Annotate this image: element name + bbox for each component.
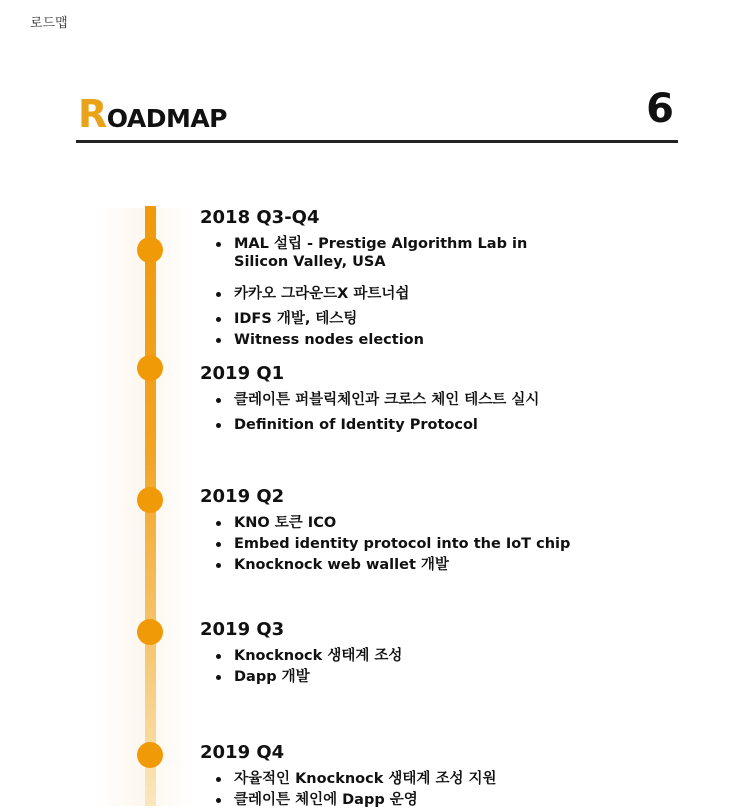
list-item: KNO 토큰 ICO	[234, 514, 720, 532]
timeline-section	[200, 363, 720, 441]
header-divider	[76, 140, 678, 143]
timeline-section	[200, 486, 720, 577]
list-item: Knocknock 생태계 조성	[234, 647, 720, 665]
section-items	[200, 647, 720, 686]
list-item: Dapp 개발	[234, 668, 720, 686]
section-items	[200, 391, 720, 434]
list-item: Witness nodes election	[234, 331, 720, 349]
section-period: 2019 Q4	[200, 742, 285, 763]
list-item: Knocknock web wallet 개발	[234, 556, 720, 574]
title-rest: OADMAP	[106, 104, 227, 133]
page-title	[78, 92, 227, 136]
section-items	[200, 235, 720, 349]
timeline-section	[200, 619, 720, 689]
timeline-dot	[137, 619, 163, 645]
title-initial: R	[78, 92, 107, 136]
timeline-section	[200, 207, 720, 356]
section-period: 2019 Q1	[200, 363, 285, 384]
list-item: 카카오 그라운드X 파트너쉽	[234, 285, 720, 303]
list-item: 자율적인 Knocknock 생태계 조성 지원	[234, 770, 720, 788]
list-item: IDFS 개발, 테스팅	[234, 310, 720, 328]
list-item: 클레이튼 체인에 Dapp 운영	[234, 791, 720, 809]
timeline-dot	[137, 355, 163, 381]
section-items	[200, 770, 720, 809]
page-number: 6	[646, 86, 674, 132]
timeline-dot	[137, 742, 163, 768]
timeline-dot	[137, 237, 163, 263]
section-period: 2018 Q3-Q4	[200, 207, 320, 228]
timeline-dot	[137, 487, 163, 513]
section-period: 2019 Q2	[200, 486, 285, 507]
section-items	[200, 514, 720, 574]
list-item: 클레이튼 퍼블릭체인과 크로스 체인 테스트 실시	[234, 391, 720, 409]
list-item: MAL 설립 - Prestige Algorithm Lab in Silicon Valley, USA	[234, 235, 564, 271]
section-period: 2019 Q3	[200, 619, 285, 640]
list-item: Embed identity protocol into the IoT chip	[234, 535, 720, 553]
page-label: 로드맵	[30, 16, 68, 31]
timeline-section	[200, 742, 720, 812]
list-item: Definition of Identity Protocol	[234, 416, 720, 434]
